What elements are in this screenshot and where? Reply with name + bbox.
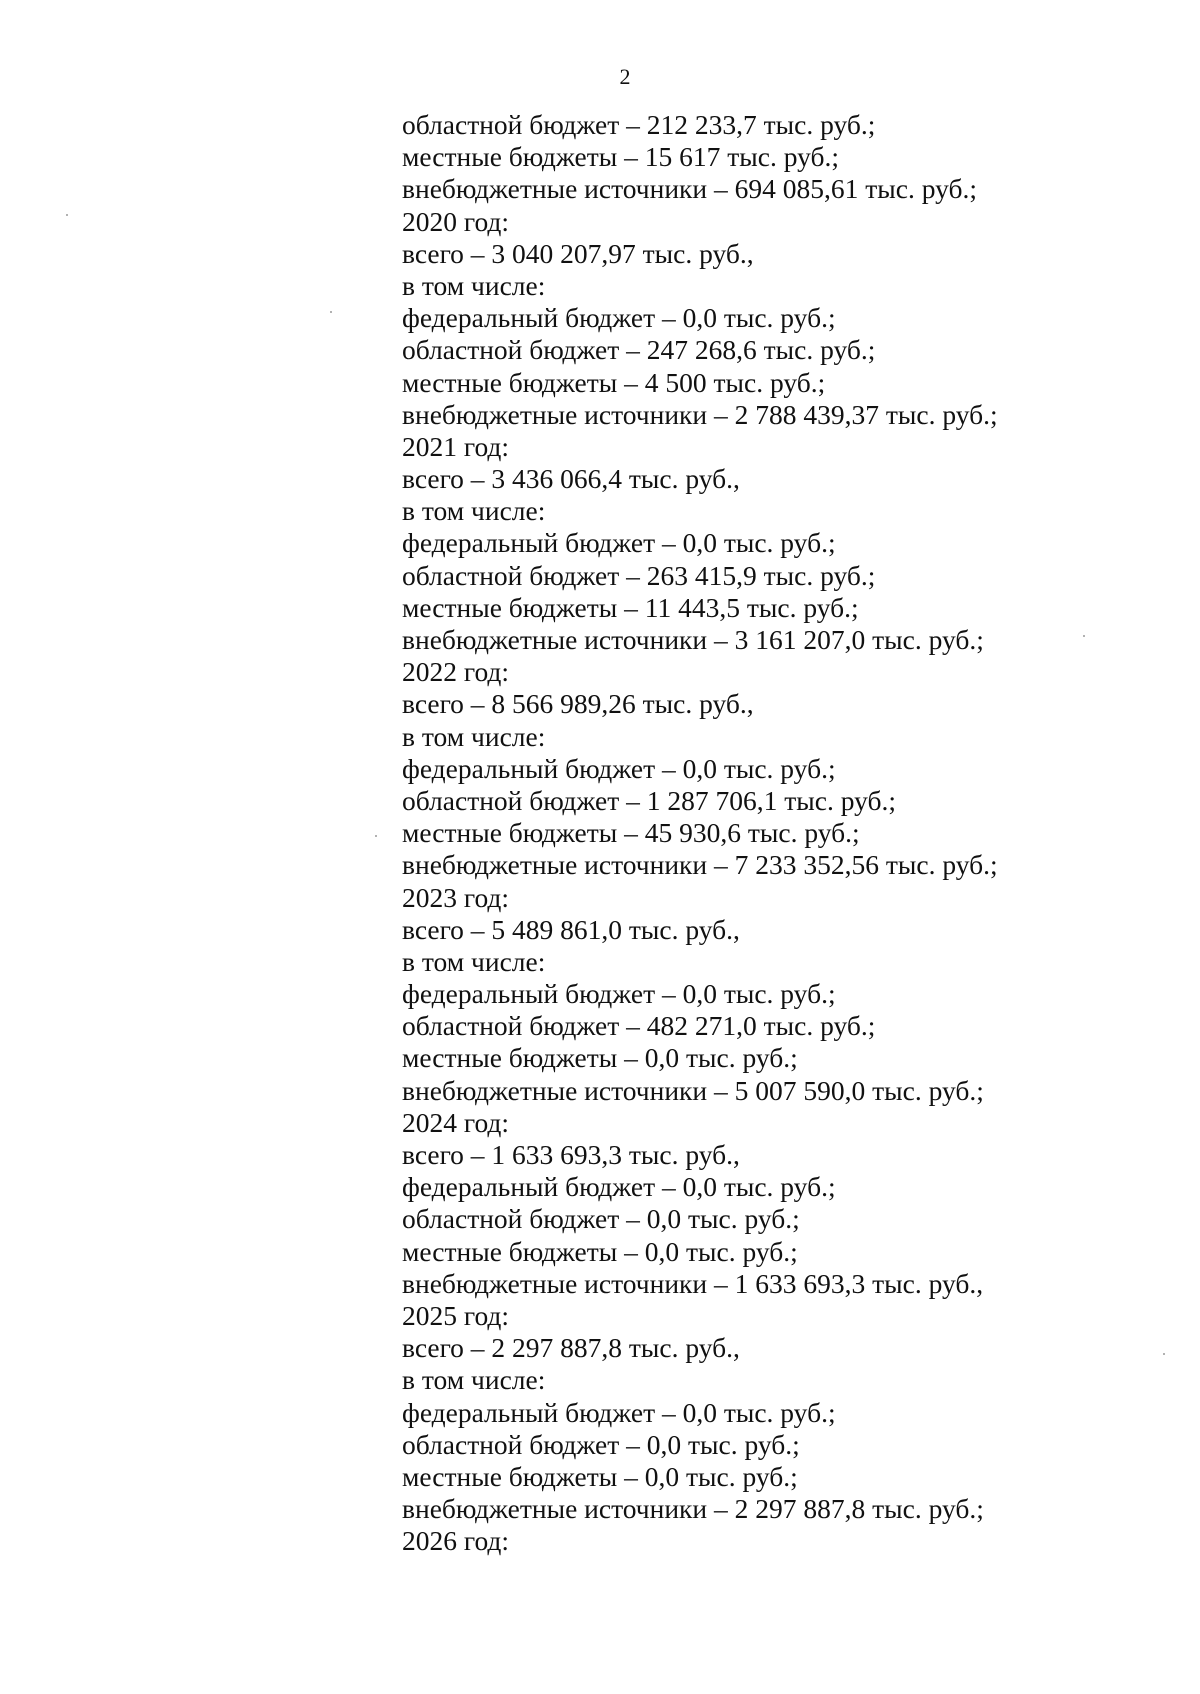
text-line: в том числе: <box>402 945 546 977</box>
text-line: в том числе: <box>402 720 546 752</box>
text-line: областной бюджет – 482 271,0 тыс. руб.; <box>402 1010 876 1042</box>
funding-text-block <box>402 109 1162 1557</box>
text-line: 2026 год: <box>402 1525 510 1557</box>
text-line: областной бюджет – 263 415,9 тыс. руб.; <box>402 559 876 591</box>
text-line: местные бюджеты – 4 500 тыс. руб.; <box>402 366 826 398</box>
text-line: внебюджетные источники – 3 161 207,0 тыс. руб.; <box>402 624 984 655</box>
text-line: федеральный бюджет – 0,0 тыс. руб.; <box>402 302 836 334</box>
text-line: внебюджетные источники – 7 233 352,56 тыс. руб.; <box>402 849 998 881</box>
text-line: 2021 год: <box>402 430 510 462</box>
text-line: местные бюджеты – 0,0 тыс. руб.; <box>402 1460 798 1492</box>
text-line: федеральный бюджет – 0,0 тыс. руб.; <box>402 978 836 1010</box>
text-line: 2024 год: <box>402 1106 510 1138</box>
text-line: внебюджетные источники – 2 297 887,8 тыс. руб.; <box>402 1493 984 1525</box>
text-line: внебюджетные источники – 5 007 590,0 тыс. руб.; <box>402 1074 984 1106</box>
text-line: местные бюджеты – 0,0 тыс. руб.; <box>402 1042 798 1074</box>
text-line: федеральный бюджет – 0,0 тыс. руб.; <box>402 752 836 784</box>
scan-speck <box>375 835 377 837</box>
text-line: федеральный бюджет – 0,0 тыс. руб.; <box>402 527 836 559</box>
text-line: областной бюджет – 212 233,7 тыс. руб.; <box>402 109 876 140</box>
text-line: 2023 год: <box>402 881 510 913</box>
text-line: внебюджетные источники – 694 085,61 тыс. руб.; <box>402 173 977 205</box>
text-line: областной бюджет – 0,0 тыс. руб.; <box>402 1203 800 1235</box>
text-line: местные бюджеты – 15 617 тыс. руб.; <box>402 141 839 173</box>
scan-speck <box>1163 1353 1165 1355</box>
text-line: внебюджетные источники – 1 633 693,3 тыс. руб., <box>402 1267 984 1299</box>
text-line: 2020 год: <box>402 205 510 237</box>
text-line: федеральный бюджет – 0,0 тыс. руб.; <box>402 1171 836 1203</box>
text-line: областной бюджет – 247 268,6 тыс. руб.; <box>402 334 876 366</box>
text-line: в том числе: <box>402 495 546 527</box>
text-line: всего – 1 633 693,3 тыс. руб., <box>402 1139 740 1170</box>
scan-speck <box>330 311 332 313</box>
page-number: 2 <box>619 64 631 89</box>
text-line: 2025 год: <box>402 1299 510 1331</box>
text-line: местные бюджеты – 11 443,5 тыс. руб.; <box>402 591 859 623</box>
text-line: в том числе: <box>402 269 546 301</box>
text-line: местные бюджеты – 45 930,6 тыс. руб.; <box>402 817 860 849</box>
text-line: всего – 2 297 887,8 тыс. руб., <box>402 1332 740 1364</box>
text-line: областной бюджет – 0,0 тыс. руб.; <box>402 1428 800 1460</box>
text-line: всего – 5 489 861,0 тыс. руб., <box>402 913 740 945</box>
text-line: местные бюджеты – 0,0 тыс. руб.; <box>402 1235 798 1267</box>
scan-speck <box>1083 635 1085 637</box>
text-line: областной бюджет – 1 287 706,1 тыс. руб.; <box>402 784 896 816</box>
text-line: всего – 8 566 989,26 тыс. руб., <box>402 688 754 720</box>
scan-speck <box>66 214 68 216</box>
text-line: всего – 3 436 066,4 тыс. руб., <box>402 463 740 495</box>
text-line: внебюджетные источники – 2 788 439,37 тыс. руб.; <box>402 398 998 430</box>
text-line: 2022 год: <box>402 656 510 688</box>
text-line: федеральный бюджет – 0,0 тыс. руб.; <box>402 1396 836 1428</box>
text-line: в том числе: <box>402 1364 546 1396</box>
text-line: всего – 3 040 207,97 тыс. руб., <box>402 237 754 269</box>
